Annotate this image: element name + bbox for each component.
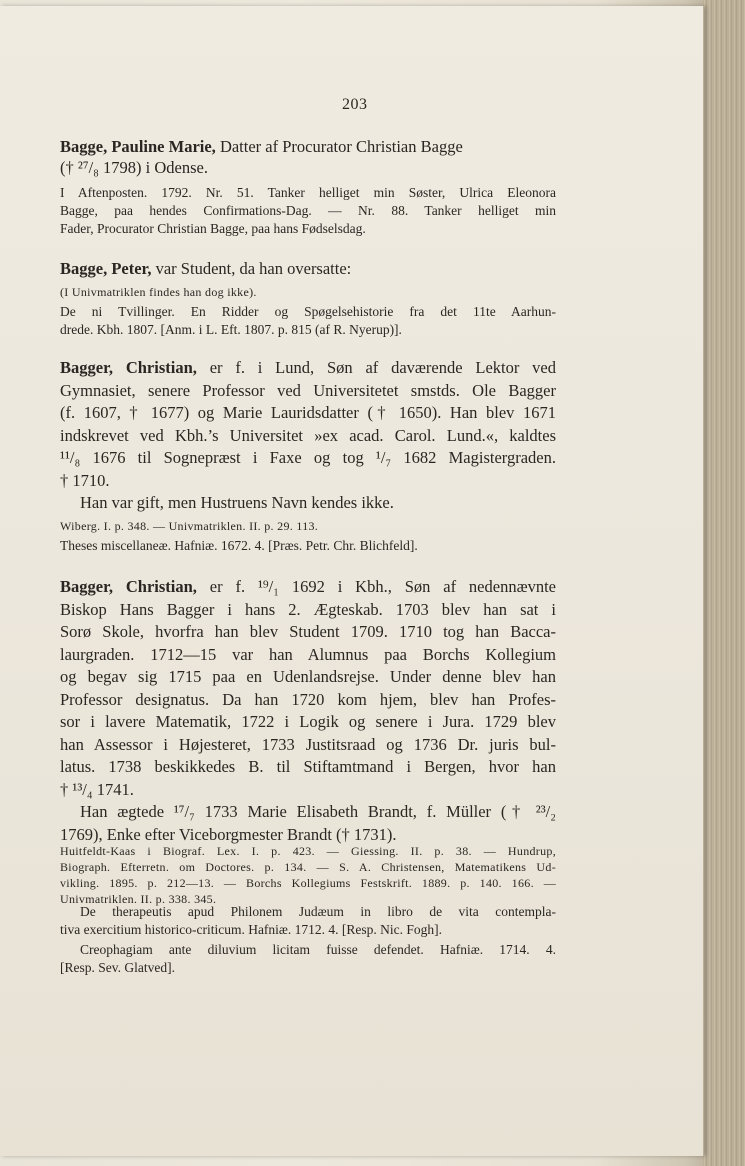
entry-line: (f. 1607, † 1677) og Marie Lauridsdatter († 1650). Han blev 1671 bbox=[60, 403, 556, 422]
ref-line: Bagge, paa hendes Confirmations-Dag. — Nr. 88. Tanker helliget min bbox=[60, 203, 556, 218]
ref-line: Creophagiam ante diluvium licitam fuisse defendet. Hafniæ. 1714. 4. bbox=[80, 942, 556, 957]
entry-line: og begav sig 1715 paa en Udenlandsrejse. Under denne blev han bbox=[60, 667, 556, 686]
sources-christian-2 bbox=[60, 843, 556, 907]
note-line: (I Univmatriklen findes han dog ikke). bbox=[60, 285, 257, 299]
entry-line: † ¹³/₄ 1741. bbox=[60, 779, 134, 799]
entry-line: 1769), Enke efter Viceborgmester Brandt († 1731). bbox=[60, 824, 397, 844]
source-line: Wiberg. I. p. 348. — Univmatriklen. II. p. 29. 113. bbox=[60, 519, 319, 533]
entry-line: Han ægtede ¹⁷/₇ 1733 Marie Elisabeth Brandt, f. Müller († ²³/₂ bbox=[80, 802, 556, 821]
entry-line: Datter af Procurator Christian Bagge bbox=[215, 137, 463, 156]
source-line: vikling. 1895. p. 212—13. — Borchs Kollegiums Festskrift. 1889. p. 140. 166. — bbox=[60, 876, 556, 890]
sources-christian-1 bbox=[60, 518, 556, 534]
entry-line: er f. i Lund, Søn af daværende Lektor ved bbox=[196, 358, 556, 377]
ref-line: Theses miscellaneæ. Hafniæ. 1672. 4. [Præs. Petr. Chr. Blichfeld]. bbox=[60, 538, 418, 553]
source-line: Biograph. Efterretn. om Doctores. p. 134. — S. A. Christensen, Matematikens Ud- bbox=[60, 860, 556, 874]
entry-heading: Bagge, Peter, bbox=[60, 259, 152, 278]
entry-line: Gymnasiet, senere Professor ved Universitetet smstds. Ole Bagger bbox=[60, 380, 556, 400]
entry-peter bbox=[60, 258, 556, 279]
refs-pauline bbox=[60, 184, 556, 238]
entry-line: indskrevet ved Kbh.’s Universitet »ex acad. Carol. Lund.«, kaldtes bbox=[60, 425, 556, 445]
entry-line: († ²⁷/₈ 1798) i Odense. bbox=[60, 158, 208, 177]
ref-line: I Aftenposten. 1792. Nr. 51. Tanker helliget min Søster, Ulrica Eleonora bbox=[60, 185, 556, 200]
entry-christian-1 bbox=[60, 357, 556, 515]
ref-line: tiva exercitium historico-criticum. Hafniæ. 1712. 4. [Resp. Nic. Fogh]. bbox=[60, 922, 443, 937]
entry-line: han Assessor i Højesteret, 1733 Justitsraad og 1736 Dr. juris bul- bbox=[60, 734, 556, 754]
entry-line: ¹¹/₈ 1676 til Sognepræst i Faxe og tog ¹/₇ 1682 Magistergraden. bbox=[60, 448, 556, 467]
page-number: 203 bbox=[342, 96, 368, 113]
entry-heading: Bagger, Christian, bbox=[60, 577, 197, 596]
entry-line: Han var gift, men Hustruens Navn kendes ikke. bbox=[80, 493, 394, 512]
entry-line: † 1710. bbox=[60, 470, 110, 490]
entry-line: var Student, da han oversatte: bbox=[151, 259, 352, 278]
entry-line: Professor designatus. Da han 1720 kom hjem, blev han Profes- bbox=[60, 689, 556, 709]
page-edge-stack bbox=[703, 0, 745, 1166]
note-peter bbox=[60, 284, 556, 300]
entry-christian-2 bbox=[60, 576, 556, 846]
ref-line: Fader, Procurator Christian Bagge, paa hans Fødselsdag. bbox=[60, 221, 366, 236]
ref-line: De ni Tvillinger. En Ridder og Spøgelsehistorie fra det 11te Aarhun- bbox=[60, 304, 556, 319]
entry-heading: Bagge, Pauline Marie, bbox=[60, 137, 216, 156]
source-line: Univmatriklen. II. p. 338. 345. bbox=[60, 892, 217, 906]
refs-christian-1 bbox=[60, 537, 556, 555]
ref-line: drede. Kbh. 1807. [Anm. i L. Eft. 1807. p. 815 (af R. Nyerup)]. bbox=[60, 322, 402, 337]
refs-peter bbox=[60, 303, 556, 339]
entry-line: latus. 1738 beskikkedes B. til Stiftamtmand i Bergen, hvor han bbox=[60, 757, 556, 776]
entry-line: Sorø Skole, hvorfra han blev Student 1709. 1710 tog han Bacca- bbox=[60, 622, 556, 641]
ref-line: De therapeutis apud Philonem Judæum in libro de vita contempla- bbox=[80, 904, 556, 919]
entry-line: Biskop Hans Bagger i hans 2. Ægteskab. 1703 blev han sat i bbox=[60, 599, 556, 619]
ref-line: [Resp. Sev. Glatved]. bbox=[60, 960, 175, 975]
entry-heading: Bagger, Christian, bbox=[60, 358, 197, 377]
entry-line: laurgraden. 1712—15 var han Alumnus paa Borchs Kollegium bbox=[60, 644, 556, 664]
entry-line: er f. ¹⁹/₁ 1692 i Kbh., Søn af nedennævnte bbox=[196, 577, 556, 596]
entry-line: sor i lavere Matematik, 1722 i Logik og senere i Jura. 1729 blev bbox=[60, 712, 556, 731]
source-line: Huitfeldt-Kaas i Biograf. Lex. I. p. 423. — Giessing. II. p. 38. — Hundrup, bbox=[60, 844, 556, 858]
refs-christian-2 bbox=[60, 903, 556, 977]
entry-pauline bbox=[60, 136, 556, 178]
